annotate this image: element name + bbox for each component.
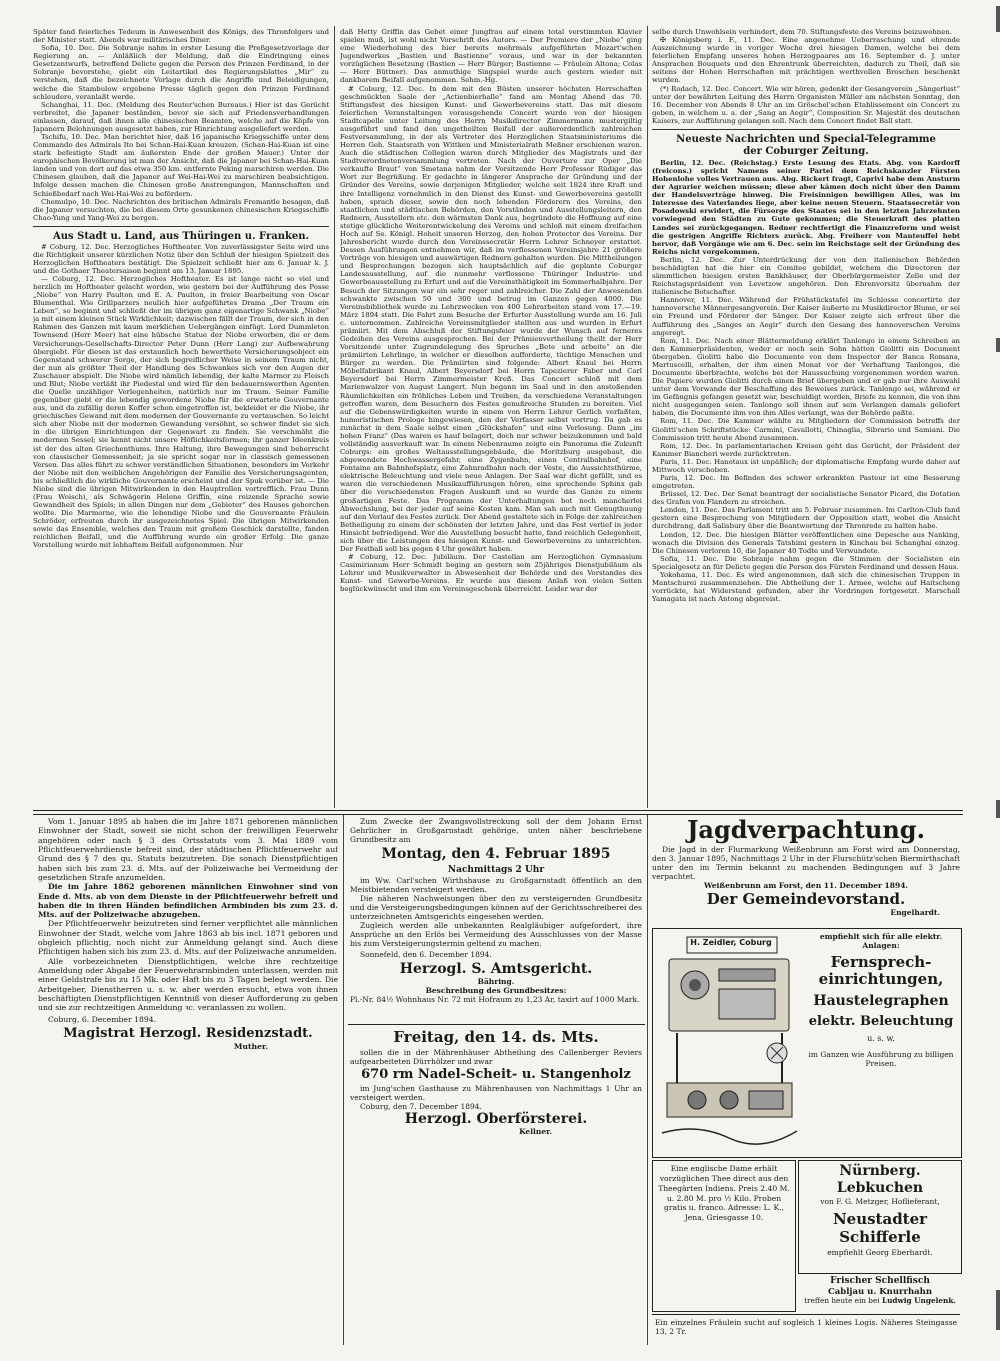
telegram-paragraph: Hannover, 11. Dec. Während der Frühstückstafel im Schlosse concertirte der hannoversche Männergesangverein. Der Kaiser äußerte zu Musikdirector Blume, er sei ein Freund und Förderer der Sänger. Der Kaiser zeigte sich erfreut über die Aufführung des „Sanges an Aegir“ durch den Gesang des hannoverschen Vereins angeregt. [652, 296, 960, 337]
article-paragraph: # Coburg, 12. Dec. In dem mit den Büsten unserer höchsten Herrschaften geschmückten Saale der „Actienbierhalle“ fand am Montag Abend das 70. Stiftungsfest des hiesigen Kunst- und Gewerbevereins statt. Das mit diesem feierlichen Veranstaltungen vorausgehende Concert wurde von der hiesigen Stadtcapelle unter Leitung des Herrn Musikdirector Zimmermann mustergiltig ausgeführt und fand den ungetheilten Beifall der außerordentlich zahlreichen Festversammlung, in der als Vertreter des Herzoglichen Staatsministeriums die Herren Geh. Staatsrath von Wittken und Ministerialrath Meßner erschienen waren. Auch die städtischen Collegien waren durch Mitglieder des Magistrats und der Stadtverordnetenversammlung vertreten. Nach der Ouverture zur Oper „Die verkaufte Braut“ von Smetana nahm der Vorsitzende Herr Professor Rüdiger das Wort zur Begrüßung. Er gedachte in längerer Ansprache der Gründung und der Gründer des Vereins, sowie derjenigen Mitglieder, welche seit 1824 ihre Kraft und ihre Intelligenz vornehmlich in den Dienst des Kunst- und Gewerbevereins gestellt haben, sprach dieser, sowie den noch lebenden Förderern des Vereins, den staatlichen und städtischen Behörden, den Vorständen und Ausstellungsleitern, den Rednern, Ausstellern etc. den wärmsten Dank aus, begründete die Hoffnung auf eine stetige glückliche Weiterentwickelung des Vereins und schloß mit einem dreifachen Hoch auf Se. Königl. Hoheit unseren Herzog, den hohen Protector des Vereins. Der Jahresbericht wurde durch den Vereinssecretär Herrn Lehrer Schneyer erstattet. Dessen Ausführungen entnehmen wir, daß im verflossenen Vereinsjahre 21 größere Vorträge von hiesigen und auswärtigen Rednern gehalten wurden. Die Mittheilungen und Besprechungen bezogen sich hauptsächlich auf die geplante Coburger Landesausstellung, auf die nunmehr verflossene Thüringer Industrie- und Gewerbeausstellung zu Erfurt und auf die Vereinsthätigkeit im Sommerhalbjahre. Der Besuch der Sitzungen war ein sehr reger und zahlreicher. Die Zahl der Anwesenden schwankte zwischen 50 und 300 und betrug im Ganzen gegen 4000. Die Vereinsbibliothek wurde zu Lehrzwecken von 400 Lehrarbeiten stand vom 17.—19. März 1894 statt. Die Fahrt zum Besuche der Erfurter Ausstellung wurde am 16. Juli c. unternommen. Zahlreiche Vereinsmitglieder stellten aus und wurden in Erfurt prämiirt. Mit dem Abschluß der Stiftungsfeier wurde der Wunsch auf ferneres Gedeihen des Vereins ausgesprochen. Bei der Prämienvertheilung theilt der Herr Vorsitzende unter Zugrundelegung des Spruches „Bete und arbeite“ an die prämiirten Lehrlinge, in welcher er dieselben aufforderte, tüchtige Menschen und Bürger zu werden. Die Prämiirten sind folgende: Albert Knaul bei Herrn Möbelfabrikant Knaul, Albert Beyersdorf bei Herrn Tapezierer Faber und Carl Beyersdorf bei Herrn Zimmermeister Kreß. Das Concert schloß mit dem Marienwalzer von August Langert. Nun begann im Saal und in den anstoßenden Räumlichkeiten ein fröhliches Leben und Treiben, da verschiedene Veranstaltungen getroffen waren, dem Besuchern des Festes genußreiche Stunden zu bereiten. Viel auf die Gebenswürdigkeiten wurde in einem von Herrn Lehrer Gerlich verfaßten, humoristischen Prologe hingewiesen, den der Verfasser selbst vortrug. Da gab es zunächst in dem Saale selbst einen „Glückshafen“ und eine Verlosung. Dann „im hohen Franz“ (Das waren es hauf belagert, doch nur schwer beizukommen und bald vollständig ausverkauft war. In einem Nebenraume zeigte ein Panorama die Zukunft Coburgs: ein großes Weltausstellungsgebäude, die Moritzburg ausgebaut, die abgewendete Hochwassergefahr, eine Zygenbahn, einen Centralbahnhof, eine Fontaine am Bahnhofsplatz, eine Zahnradbahn nach der Veste, die Aussichtsthürme, elektrische Beleuchtung und viele neue Anlagen. Der Saal war dicht gefüllt, und es waren die verschiedenen Musikaufführungen hören, eine sprechende Sphinx gab über die verschiedensten Fragen Auskunft und so wurde das Ganze zu einem großartigen Feste. Das Programm der Unterhaltungen bot noch mancherlei Abwechslung, bei der jeder auf seine Kosten kam. Man sah auch mit Genugthuung auf den Verlauf des Festes zurück. Der Abend gestaltete sich in Folge der zahlreichen Betheiligung zu einem der schönsten der letzten Jahre, und das Fest verlief in jeder Hinsicht befriedigend. Wer die Ausstellung besucht hatte, fand reichlich Gelegenheit, sich über die Leistungen des hiesigen Kunst- und Gewerbevereins zu unterrichten. Der Festball soll bis gegen 4 Uhr gewährt haben. [340, 84, 642, 553]
ad-column-divider [343, 815, 344, 1345]
hunting-paragraph: Die Jagd in der Flurmarkung Weißenbrunn am Forst wird am Donnerstag, den 3. Januar 1895, Nachmittags 2 Uhr in der Flurschütz'schen Biermirthschaft unter den im Termin bekannt zu machenden Bedingungen auf 3 Jahre verpachtet. [652, 845, 960, 882]
fish-intro: treffen heute ein bei [804, 1295, 880, 1305]
lebkuchen-maker: von F. G. Metzger, Hoflieferant, [820, 1196, 940, 1206]
hunting-signer-name: Engelhardt. [890, 908, 940, 918]
article-paragraph: Schanghai, 11. Dec. (Meldung des Reuter'schen Bureaus.) Hier ist das Gerücht verbreitet, die Japaner beständen, bevor sie sich auf Friedensverhandlungen einlassen, darauf, daß ihnen alle chinesischen Beamten, welche auf die Köpfe von Japanern Belohnungen ausgesetzt haben, zur Hinrichtung ausgeliefert werden. [33, 100, 329, 133]
ad-separator [652, 1314, 960, 1315]
timber-date: Coburg, den 7. December 1894. [360, 1101, 482, 1111]
telegram-paragraph: Rom, 12. Dec. In parlamentarischen Kreisen geht das Gerücht, der Präsident der Kammer Biancheri werde zurücktreten. [652, 441, 960, 458]
section-heading-telegrams [652, 134, 960, 159]
fish-line [800, 1297, 960, 1306]
auction-property-desc: Pl.-Nr. 84½ Wohnhaus Nr. 72 mit Hofraum zu 1,23 Ar, taxirt auf 1000 Mark. [350, 995, 640, 1005]
ads-separator [33, 810, 963, 815]
telegram-paragraph: Sofia, 11. Dec. Die Sobranje nahm gegen die Stimmen der Socialisten ein Specialgesetz an für Delicte gegen die Person des Fürsten Ferdinand und dessen Haus. [652, 554, 960, 571]
notice-paragraph: Alle vorbezeichneten Dienstpflichtigen, welche ihre rechtzeitige Anmeldung oder Abgabe der Feuerwehrarmbinden unterlassen, werden mit einer Geldstrafe bis zu 15 Mk. oder Haft bis zu 3 Tagen belegt werden. Die Arbeitgeber, Dienstherren u. s. w. aber werden ersucht, etwa von ihnen beschäftigten Dienstpflichtigen Kenntniß von dieser Aufforderung zu geben und sie zur rechtzeitigen Anmeldung ꝛc. veranlassen zu wollen. [38, 956, 338, 1013]
electrical-line: u. s. w. [867, 1034, 895, 1044]
section-heading-line-1: Neueste Nachrichten und Special-Telegramme [676, 133, 936, 145]
shop-sign: H. Zeidler, Coburg [690, 938, 772, 947]
lodging-text: Ein einzelnes Fräulein sucht auf sogleich 1 kleines Logis. Näheres Steingasse 13, 2 Tr. [655, 1318, 957, 1336]
article-paragraph: — Coburg, 12. Dec. Herzogliches Hoftheater. Es ist lange nicht so viel und herzlich im Hoftheater gelacht worden, wie gestern bei der Aufführung des Posse „Niobe“ von Harry Paulton und E. A. Paulton, in freier Bearbeitung von Oscar Blumenthal. Wie Grillparzers neulich hier aufgeführtes Drama „Der Traum ein Leben“, so beginnt und schließt der im übrigen ganz eigenartige Schwank „Niobe“ ja mit einem kleinen Stück Wirklichkeit; dazwischen fällt der Traum, der sich in den Rahmen des Ganzen mit kaum merklichen Uebergängen einfügt. Lord Dummleton Townsend (Herr Meer) hat eine hübsche Statue der Niobe erworben, die er dem Versicherungs-Gesellschafts-Director Peter Dunn (Herr Lang) zur Aufbewahrung übergiebt. Für diesen ist das erstaunlich hoch bewerthete Versicherungsobject ein Gegenstand schwerer Sorge, der sich begreiflicher Weise in seinem Traum nicht, der nun als größter Theil der Handlung des Schwankes sich vor den Augen der Zuschauer abspielt. Die Niobe wird nämlich lebendig, der kalte Marmor zu Fleisch und Blut; Niobe verläßt ihr Piedestal und wird für den bedauernswerthen Agenten die Quelle unzähliger Verlegenheiten, natürlich nur im Traum. Seiner Familie gegenüber giebt er die lebendig gewordene Niobe für die erwartete Gouvernante aus, und da zufällig deren Koffer schon eingetroffen ist, bekleidet er die Niobe, ihr griechisches Gewand mit dem modernen der Gouvernante zu vertauschen. So leicht sich aber Niobe mit der modernen Gewandung versöhnt, so schwer findet sie sich in die übrigen Einrichtungen der Gegenwart zu finden. Sie verschmäht die modernen Sessel; sie kennt nicht unsere Höflichkeitsformen; ihr ganzer Ideenkreis ist der des alten Griechenthums. Ihre Haltung, ihre Bewegungen sind beherrscht von classischer Gemessenheit; ja sie spricht sogar nur in classisch gemessenen Versen. Das alles führt zu schwer verständlichen Situationen, besonders im Verkehr der Niobe mit den weiblichen Angehörigen der Familie des Versicherungsagenten, bis schließlich die wirkliche Gouvernante erscheint und der Spuk vorüber ist. — Die Niobe sind die übrigen Mitwirkenden in den Hauptrollen vortrefflich. Frau Dunn (Frau Woisch), als Schwägerin Helene Griffin, eine reizende Sprache sowie Gewandheit des Spiels; in allen Dingen nur dem „Gebieter“ des Hauses gehorchen wollte. Die Marmorne, wie die lebendige Niobe und die Gouvernante Fräulein Schröder, erfreuten durch ihr ausgezeichnetes Spiel. Die übrigen Mitwirkenden sowie das Ensemble, welches den Traum mit großem Geschick darstellte, fanden reichlichen Beifall, und die Aufführung wurde ein großer Erfolg. Die ganze Vorstellung wurde mit lebhaftem Beifall aufgenommen. Nur [33, 274, 329, 550]
ad-timber-sale [350, 1028, 642, 1146]
auction-property-title: Beschreibung des Grundbesitzes: [425, 986, 567, 996]
notice-date: Coburg, 6. December 1894. [48, 1014, 157, 1024]
hunting-title: Jagdverpachtung. [687, 817, 925, 844]
column-left [33, 28, 329, 808]
auction-date: Montag, den 4. Februar 1895 [381, 846, 611, 862]
article-paragraph: # Coburg, 12. Dec. Herzogliches Hoftheater. Von zuverlässigster Seite wird uns die Richtigkeit unserer kürzlichen Notiz über den Schluß der hiesigen Spielzeit des Herzoglichen Hoftheaters bestätigt. Die Spielzeit schließt hier am 6. Januar k. J. und die Gothaer Theatersaison beginnt am 13. Januar 1895. [33, 242, 329, 275]
tea-text: Eine englische Dame erhält vorzüglichen Thee direct aus den Theegärten Indiens. Preis 2.40 M. u. 2.80 M. pro ½ Kilo. Proben gratis u. franco. Adresse: L. K., Jena, Griesgasse 10. [658, 1164, 790, 1223]
auction-time: Nachmittags 2 Uhr [447, 864, 545, 875]
lebkuchen-title: Nürnberg. Lebkuchen [836, 1163, 924, 1196]
fish-title: Frischer Schellfisch [830, 1276, 930, 1286]
auction-paragraph: Die näheren Nachweisungen über den zu versteigernden Grundbesitz und die Versteigerungsbedingungen können auf der Gerichtsschreiberei des unterzeichneten Amtsgerichts eingesehen werden. [350, 893, 642, 921]
telegram-paragraph: Paris, 12. Dec. Im Befinden des schwer erkrankten Pasteur ist eine Besserung eingetreten. [652, 473, 960, 491]
notice-paragraph: Die im Jahre 1862 geborenen männlichen Einwohner sind von Ende d. Mts. ab von dem Dienste in der Pflichtfeuerwehr befreit und haben die in ihren Händen befindlichen Armbinden bis zum 23. d. Mts. auf der Polizeiwache abzugeben. [38, 882, 338, 920]
section-heading-line-2: der Coburger Zeitung. [743, 146, 869, 158]
ad-separator [348, 1024, 645, 1025]
article-paragraph: (*) Rodach, 12. Dec. Concert. Wie wir hören, gedenkt der Gesangverein „Sängerlust“ unter der bewährten Leitung des Herrn Organisten Müller am nächsten Sonntag, den 16. December von Abends 8 Uhr an im Gröschel'schen Etablissement ein Concert zu geben, in welchem u. a. der „Sang an Aegir“, Composition Sr. Majestät des deutschen Kaisers, zur Aufführung gelangen soll. Nach dem Concert findet Ball statt. [652, 84, 960, 125]
section-rule [33, 226, 329, 227]
hunting-date: Weißenbrunn am Forst, den 11. December 1894. [703, 881, 909, 891]
telephone-apparatus-icon [657, 933, 802, 1151]
lebkuchen-title-2: Neustadter Schifferle [832, 1209, 928, 1246]
ad-fire-brigade-notice [38, 817, 338, 1337]
scan-edge-mark [996, 338, 1000, 352]
timber-signer: Herzogl. Oberförsterei. [404, 1110, 588, 1127]
auction-paragraph: im Ww. Carl'schen Wirthshause zu Großgarnstadt öffentlich an den Meistbietenden versteigert werden. [350, 875, 642, 894]
ad-hunting-lease [652, 817, 960, 925]
scan-edge-mark [996, 1290, 1000, 1330]
telegram-paragraph: Berlin, 12. Dec. Zur Unterdrückung der von den italienischen Behörden beschädigten hat die hier ein Comitee gebildet, welchem die Directoren der sämmtlichen hiesigen ersten Bankhäuser, der Oberbürgermeister Zelle und der Reichstagspräsident von Levetzow angehören. Den Ehrenvorsitz übernahm der italienische Botschafter. [652, 255, 960, 297]
electrical-line: elektr. Beleuchtung [808, 1014, 954, 1029]
fish-line: Cabljau u. Knurrhahn [827, 1286, 933, 1297]
notice-signer: Magistrat Herzogl. Residenzstadt. [63, 1025, 313, 1041]
ad-court-auction [350, 817, 642, 1022]
telegram-paragraph: London, 11. Dec. Das Parlament tritt am 5. Februar zusammen. Im Carlton-Club fand gestern eine Besprechung von Mitgliedern der Opposition statt, wobei die Ansicht durchdrang, daß Salisbury über die Beantwortung der Thronrede zu halten habe. [652, 506, 960, 531]
section-heading-local-news: Aus Stadt u. Land, aus Thüringen u. Franken. [52, 230, 310, 242]
ad-column-divider [647, 815, 648, 1345]
auction-judge: Bähring. [477, 977, 515, 987]
auction-place-date: Sonnefeld, den 6. December 1894. [360, 949, 492, 959]
scan-edge-mark [996, 6, 1000, 32]
timber-date-headline: Freitag, den 14. ds. Mts. [393, 1028, 599, 1046]
article-paragraph: # Coburg, 12. Dec. Jubiläum. Der Castellan am Herzoglichen Gymnasium Casimirianum Herr Schmidt beging an gestern sein 25jähriges Dienstjubiläum als Lehrer und Musikverwalter in Abwesenheit der Behörde und des Vorstandes des Kunst- und Gewerbe-Vereins. Er wurde aus diesem Anlaß von vielen Seiten beglückwünscht und ihm ein Vereinsgeschenk überreicht. Leider war der [340, 553, 642, 594]
article-paragraph: Sofia, 10. Dec. Die Sobranje nahm in erster Lesung die Preßgesetzvorlage der Regierung an. — Anläßlich der Meldung, daß die Eindringung eines Gesetzentwurfs, betreffend Delicte gegen die Person des Prinzen Ferdinand, in der Sobranje bevorstehe, giebt ein Leitartikel des Regierungsblattes „Mir“ zu verstehen, daß die bezeichnete Vorlage durch die Angriffe und Beleidigungen, welche die Stambulow ergebene Presse täglich gegen den Prinzen Ferdinand schleudere, veranlaßt werde. [33, 44, 329, 101]
column-right [652, 28, 960, 808]
telegram-paragraph: Brüssel, 12. Dec. Der Senat beantragt der socialistische Senator Picard, die Dotation des Grafen von Flandern zu streichen. [652, 490, 960, 507]
timber-amount: 670 rm Nadel-Scheit- u. Stangenholz [361, 1067, 631, 1082]
electrical-outro: im Ganzen wie Ausführung zu billigen Preisen. [808, 1049, 954, 1068]
auction-intro: Zum Zwecke der Zwangsvollstreckung soll der dem Johann Ernst Gehrlicher in Großgarnstadt gehörige, unten näher beschriebene Grundbesitz am [350, 817, 642, 844]
notice-paragraph: Vom 1. Januar 1895 ab haben die im Jahre 1871 geborenen männlichen Einwohner der Stadt, soweit sie nicht schon der freiwilligen Feuerwehr angehören oder nach § 3 des Ortsstatuts vom 3. Mai 1889 vom Pflichtfeuerwehrdienste befreit sind, der städtischen Pflichtfeuerwehr auf Grund des § 7 des qu. Statuts beizutreten. Die sonach Dienstpflichtigen haben sich bis zum 23. d. Mts. auf der Polizeiwache bei Vermeidung der gesetzlichen Strafe anzumelden. [38, 817, 338, 882]
electrical-line: Haustelegraphen [813, 992, 949, 1009]
ad-tea [657, 1164, 791, 1306]
electrical-line: Fernsprech- [830, 953, 932, 971]
telegram-paragraph: Rom, 11. Dec. Nach einer Blättermeldung erklärt Tanlongo in einem Schreiben an den Kammerpräsidenten, weder er noch sein Sohn hätten Giolitti ein Document übergeben. Giolitti habe die Documente von dem Inspector der Banca Romana, Martuscelli, erhalten, der ihm einen Monat vor der Verhaftung Tanlongos, die Documente überbrachte, welche bei der Haussuchung vorgenommen worden waren. Die Papiere wurden Giolitti durch einen Brief übergeben und er gab nur ihre Auswahl unter dem Vorwande der Beschaffung des Beweises zurück. Tanlongo sei, während er im Gefängnis gefangen gesetzt war, beschuldigt worden, Briefe zu kennen, die von ihm nicht ausgegangen seien. Tanlongo soll ihnen auf sein Verlangen damals geliefert haben, die Documente ihm von ihm Alles verlangt, was der Behörde paßte. [652, 336, 960, 418]
article-paragraph: Tschifu, 10. Dec. Man berichtet hier, daß 16 japanische Kriegsschiffe unter dem Commando des Admirals Ito bei Schan-Hai-Kuan kreuzen. (Schan-Hai-Kuan ist eine stark befestigte Stadt am äußersten Ende der großen Mauer.) Unter der europäischen Bevölkerung ist man der Ansicht, daß die Japaner bei Schan-Hai-Kuan landen und von dort auf das etwa 350 km. entfernte Peking marschiren werden. Die Chinesen glauben, daß die Japaner auf Wei-Hai-Wei zu marschiren beabsichtigen. Infolge dessen machen die Chinesen große Anstrengungen, Mannschaften und Schießbedarf nach Wei-Hai-Wei zu befördern. [33, 133, 329, 198]
electrical-intro: empfiehlt sich für alle elektr. Anlagen: [819, 932, 943, 950]
auction-court: Herzogl. S. Amtsgericht. [399, 960, 593, 977]
electrical-illustration [657, 933, 802, 1151]
auction-paragraph: Zugleich werden alle unbekannten Realgläubiger aufgefordert, ihre Ansprüche an den Erlös bei Vermeidung des Ausschlusses von der Masse bis zum Versteigerungstermin geltend zu machen. [350, 920, 642, 948]
notice-paragraph: Der Pflichtfeuerwehr beizutreten sind ferner verpflichtet alle männlichen Einwohner der Stadt, welche vom Jahre 1863 ab bis incl. 1871 geboren und obgleich pflichtig, noch nicht zur Anmeldung gelangt sind. Auch diese Pflichtigen haben sich bis zum 23. d. Mts. auf der Polizeiwache anzumelden. [38, 919, 338, 957]
telegram-paragraph: Paris, 11. Dec. Hanotaux ist unpäßlich; der diplomatische Empfang wurde daher auf Mittwoch verschoben. [652, 457, 960, 474]
column-middle [340, 28, 642, 808]
article-paragraph: Später fand feierliches Tedeum in Anwesenheit des Königs, des Thronfolgers und der Minister statt. Abends war militärisches Diner. [33, 28, 329, 45]
timber-paragraph: im Jung'schen Gasthause zu Mährenhausen von Nachmittags 1 Uhr an versteigert werden. [350, 1083, 642, 1102]
article-paragraph: selbe durch Unwohlsein verhindert, dem 70. Stiftungsfeste des Vereins beizuwohnen. [652, 28, 952, 36]
telegram-paragraph: Berlin, 12. Dec. (Reichstag.) Erste Lesung des Etats. Abg. von Kardorff (freicons.) spricht Namens seiner Partei dem Reichskanzler Fürsten Hohenlohe volles Vertrauen aus. Abg. Rickert fragt, Caprivi habe dem Ansturm der Agrarier weichen müssen; diese aber kämen doch nicht über den Damm der Handelsverträge hinweg. Die Freisinnigen bewilligen Alles, was im Interesse des Vaterlandes liege, aber keine neuen Steuern. Staatssecretär von Posadowski erwidert, die Fürsorge des Staates sei in den letzten Jahrzehnten vorwiegend den Städten zu Gute gekommen; die Steuerkraft des platten Landes sei zurückgegangen. Redner rechtfertigt die Finanzreform und weist die gestrigen Angriffe Richters zurück. Abg. Freiherr von Manteuffel hebt hervor, daß Vorgänge wie am 6. Dec. sein im Reichstage seit der Gründung des Reichs nicht vorgekommen. [652, 158, 960, 256]
ad-electrical-text [806, 932, 956, 1154]
hunting-signer: Der Gemeindevorstand. [706, 890, 906, 909]
article-paragraph: ✠ Königsberg i. F., 11. Dec. Eine angenehme Ueberraschung und ehrende Auszeichnung wurde in voriger Woche drei hiesigen Damen, welche bei dem feierlichen Empfang unseres hohen Herzogpaares am 16. September d. J. unter Ansprachen Bouquets und den Ehrentrunk überreichten, dadurch zu Theil, daß sie seitens der Hohen Herrschaften mit prächtigen werthvollen Broschen beschenkt wurden. [652, 36, 960, 85]
telegram-paragraph: Rom, 11. Dec. Die Kammer wählte zu Mitgliedern der Commission betreffs der Giolitti'schen Schriftstücke: Carmini, Cavallotti, Chinaglia, Sibrario und Samiani. Die Commission tritt heute Abend zusammen. [652, 417, 960, 442]
telegram-paragraph: London, 12. Dec. Die hiesigen Blätter veröffentlichen eine Depesche aus Nanking, wonach die Division des Generals Tatshimi gestern in Kinchau bei Schanghai einzog. Die Chinesen verloren 10, die Japaner 40 Todte und Verwundete. [652, 530, 960, 555]
article-paragraph: Chemulpo, 10. Dec. Nachrichten des britischen Admirals Fremantle besagen, daß die Japaner versuchten, die bei diesem Orte gesunkenen chinesischen Kriegsschiffe Chao-Yung und Yang-Wei zu bergen. [33, 197, 329, 222]
timber-signer-name: Kellner. [519, 1127, 552, 1137]
section-rule [652, 129, 960, 130]
scan-edge-mark [996, 800, 1000, 818]
column-divider [647, 26, 648, 808]
ad-lodging [655, 1318, 957, 1342]
lebkuchen-seller: empfiehlt Georg Eberhardt. [827, 1247, 933, 1257]
telegram-paragraph: Yokohama, 11. Dec. Es wird angenommen, daß sich die chinesischen Truppen in Mantschurei zusammenziehen. Die Abtheilung der 1. Armee, welche auf Haitscheng vorrückte, hat Widerstand gefunden, aber ihr Vordringen fortgesetzt. Marschall Yamagata ist nach Antong abgereist. [652, 570, 960, 604]
fish-seller: Ludwig Ungelenk. [881, 1295, 956, 1305]
notice-signer-name: Muther. [233, 1041, 268, 1051]
column-divider [334, 26, 335, 808]
ad-lebkuchen [802, 1163, 958, 1269]
electrical-line: einrichtungen, [818, 970, 944, 989]
article-paragraph: daß Hetty Griffin das Gebet einer Jungfrau auf einem total verstimmten Klavier spielen muß, ist wohl nicht Vorschrift des Autors. — Der Premiere der „Niobe“ ging eine Wiederholung des hier bereits mehrmals aufgeführten Mozart'schen Jugendwerkes „Bastien und Bastienne“ voraus, und war in der bekannten vorzüglichen Besetzung (Bastien — Herr Bürger; Bastienne — Fräulein Altona; Colas — Herr Büttner). Das anmuthige Singspiel wurde auch gestern wieder mit dankbarem Beifall aufgenommen. Sehm.-Hg. [340, 28, 642, 85]
ad-fish [800, 1276, 960, 1312]
timber-paragraph: sollen die in der Mährenhäuser Abtheilung des Callenberger Reviers aufgearbeiteten Dürrhölzer und zwar [350, 1048, 642, 1066]
